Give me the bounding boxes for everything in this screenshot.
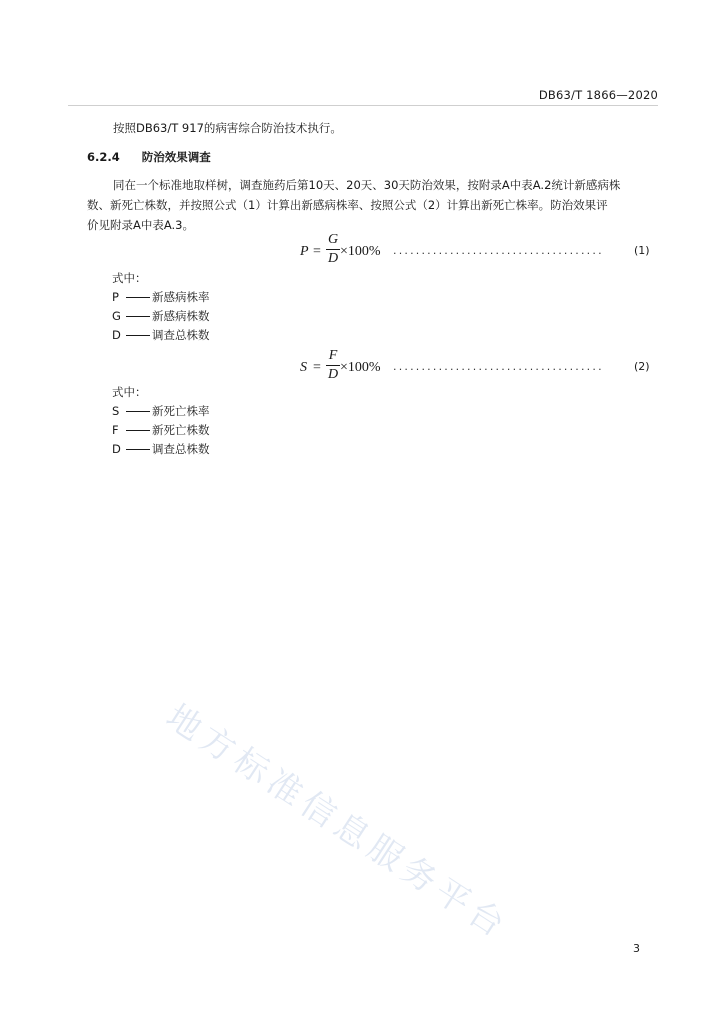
legend-desc: 调查总株数	[152, 328, 210, 342]
legend-symbol: G	[112, 309, 121, 323]
standard-code: DB63/T 1866—2020	[538, 88, 658, 102]
formula-lhs: P	[300, 244, 309, 259]
legend-symbol: D	[112, 328, 121, 342]
formula-denominator: D	[327, 367, 339, 382]
legend-item	[112, 421, 210, 440]
legend-symbol: F	[112, 423, 119, 437]
legend-desc: 新感病株率	[152, 290, 210, 304]
legend-item	[112, 326, 210, 345]
formula-1	[300, 232, 660, 272]
legend-2	[112, 383, 210, 459]
section-title: 防治效果调查	[141, 150, 211, 164]
legend-heading: 式中：	[112, 385, 147, 399]
em-dash	[126, 449, 150, 450]
legend-desc: 新感病株数	[152, 309, 210, 323]
dot-leader: .....................................	[393, 244, 604, 257]
formula-lhs: S	[300, 360, 307, 375]
em-dash	[126, 297, 150, 298]
formula-numerator: G	[327, 232, 339, 247]
em-dash	[126, 316, 150, 317]
legend-item	[112, 440, 210, 459]
paragraph-line: 同在一个标准地取样树，调查施药后第10天、20天、30天防治效果，按附录A中表A.2统计新感病株	[113, 178, 621, 192]
section-heading	[87, 149, 211, 165]
page-number: 3	[633, 942, 640, 955]
legend-1	[112, 269, 210, 345]
equation-number: (1)	[634, 244, 650, 257]
legend-item	[112, 288, 210, 307]
formula-multiplier: ×100%	[340, 244, 381, 259]
paragraph-line: 价见附录A中表A.3。	[87, 218, 195, 232]
formula-fraction	[326, 348, 340, 383]
header-rule	[68, 105, 658, 106]
dot-leader: .....................................	[393, 360, 604, 373]
formula-fraction	[326, 232, 340, 267]
formula-equals: =	[313, 360, 321, 375]
legend-desc: 新死亡株数	[152, 423, 210, 437]
em-dash	[126, 411, 150, 412]
body-paragraph	[87, 175, 657, 235]
formula-multiplier: ×100%	[340, 360, 381, 375]
legend-item	[112, 402, 210, 421]
paragraph-line: 数、新死亡株数，并按照公式（1）计算出新感病株率、按照公式（2）计算出新死亡株率。防治效果评	[87, 198, 608, 212]
legend-desc: 新死亡株率	[152, 404, 210, 418]
fraction-bar	[326, 249, 340, 250]
legend-symbol: S	[112, 404, 120, 418]
formula-equals: =	[313, 244, 321, 259]
em-dash	[126, 430, 150, 431]
formula-denominator: D	[327, 251, 339, 266]
section-number: 6.2.4	[87, 150, 120, 164]
formula-2	[300, 348, 660, 388]
equation-number: (2)	[634, 360, 650, 373]
formula-numerator: F	[328, 348, 338, 363]
em-dash	[126, 335, 150, 336]
intro-text: 按照DB63/T 917的病害综合防治技术执行。	[113, 121, 342, 135]
legend-item	[112, 307, 210, 326]
legend-desc: 调查总株数	[152, 442, 210, 456]
fraction-bar	[326, 365, 340, 366]
legend-heading: 式中：	[112, 271, 147, 285]
legend-symbol: P	[112, 290, 119, 304]
watermark: 地方标准信息服务平台	[158, 696, 517, 949]
legend-symbol: D	[112, 442, 121, 456]
